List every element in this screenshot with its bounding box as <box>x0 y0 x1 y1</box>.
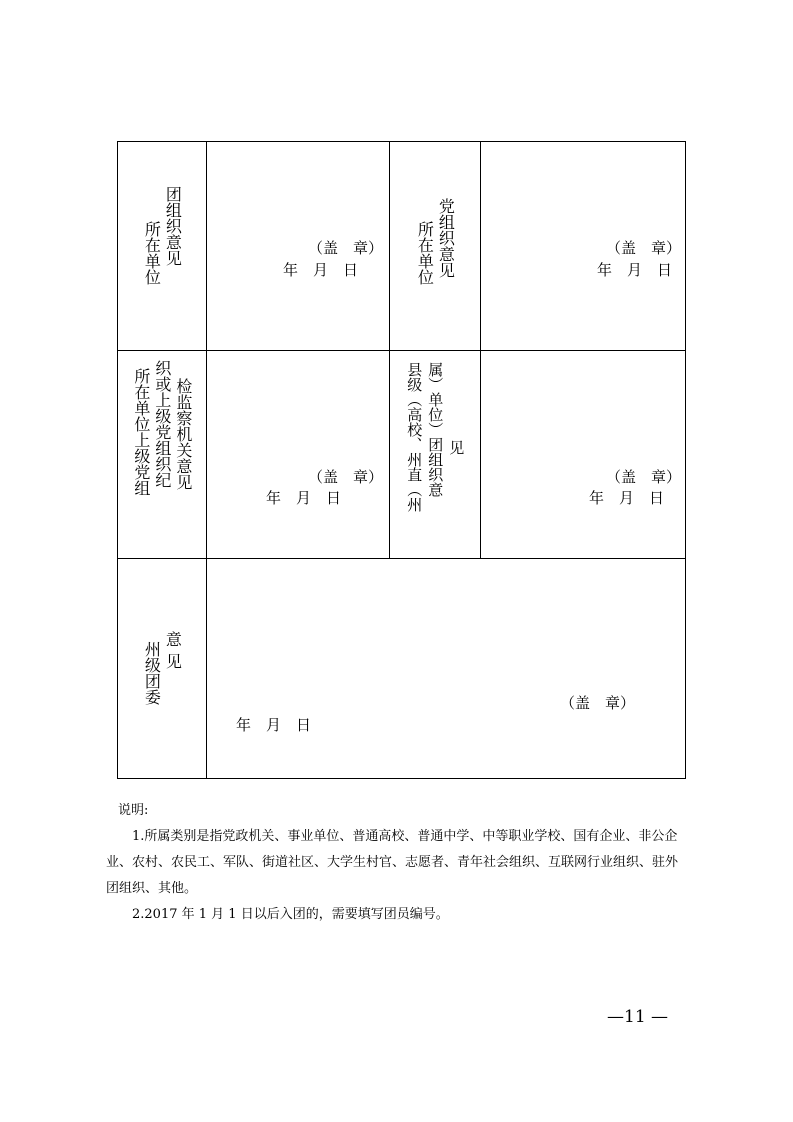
label-col: 所在单位上级党组 <box>131 368 151 496</box>
label-col: 所在单位 <box>142 221 162 285</box>
label-col: 团组织意见 <box>163 185 183 266</box>
label-col: 党组织意见 <box>436 198 456 278</box>
table-border-right <box>685 141 686 779</box>
row3-label <box>117 558 206 778</box>
col-divider-label <box>206 141 207 779</box>
row2-left-label <box>117 350 206 558</box>
row1-left-stamp: （盖 章） <box>308 239 384 257</box>
label-col: 意见 <box>163 631 183 675</box>
row2-right-label <box>389 350 480 558</box>
row3-stamp: （盖 章） <box>560 694 636 712</box>
label-col: 织或上级党组织纪 <box>152 360 172 488</box>
label-col: 县级（高校、州直（州 <box>405 362 424 512</box>
notes-item-2: 2.2017 年 1 月 1 日以后入团的，需要填写团员编号。 <box>132 907 449 922</box>
label-col: 检监察机关意见 <box>173 378 193 490</box>
label-col: 属）单位）团组织意 <box>426 362 445 497</box>
row3-date: 年 月 日 <box>236 716 312 734</box>
row2-left-stamp: （盖 章） <box>308 468 384 486</box>
row2-right-stamp: （盖 章） <box>606 468 682 486</box>
col-divider-mid-label <box>480 141 481 558</box>
row1-right-date: 年 月 日 <box>597 261 673 279</box>
notes-section <box>106 798 686 928</box>
page-number: —11 — <box>607 1007 669 1027</box>
row1-left-date: 年 月 日 <box>283 261 359 279</box>
row2-left-date: 年 月 日 <box>266 489 342 507</box>
row1-right-label <box>389 141 480 350</box>
notes-item-1: 1.所属类别是指党政机关、事业单位、普通高校、普通中学、中等职业学校、国有企业、非公企业、农村、农民工、军队、街道社区、大学生村官、志愿者、青年社会组织、互联网行业组织、驻外团组织、其他。 <box>106 829 679 896</box>
label-col: 见 <box>447 440 466 455</box>
label-col: 州级团委 <box>142 641 162 705</box>
label-col: 所在单位 <box>415 221 435 285</box>
table-border-bottom <box>117 778 686 779</box>
row1-right-stamp: （盖 章） <box>606 239 682 257</box>
notes-heading: 说明: <box>118 803 149 818</box>
row2-right-date: 年 月 日 <box>589 489 665 507</box>
row1-left-label <box>117 141 206 350</box>
